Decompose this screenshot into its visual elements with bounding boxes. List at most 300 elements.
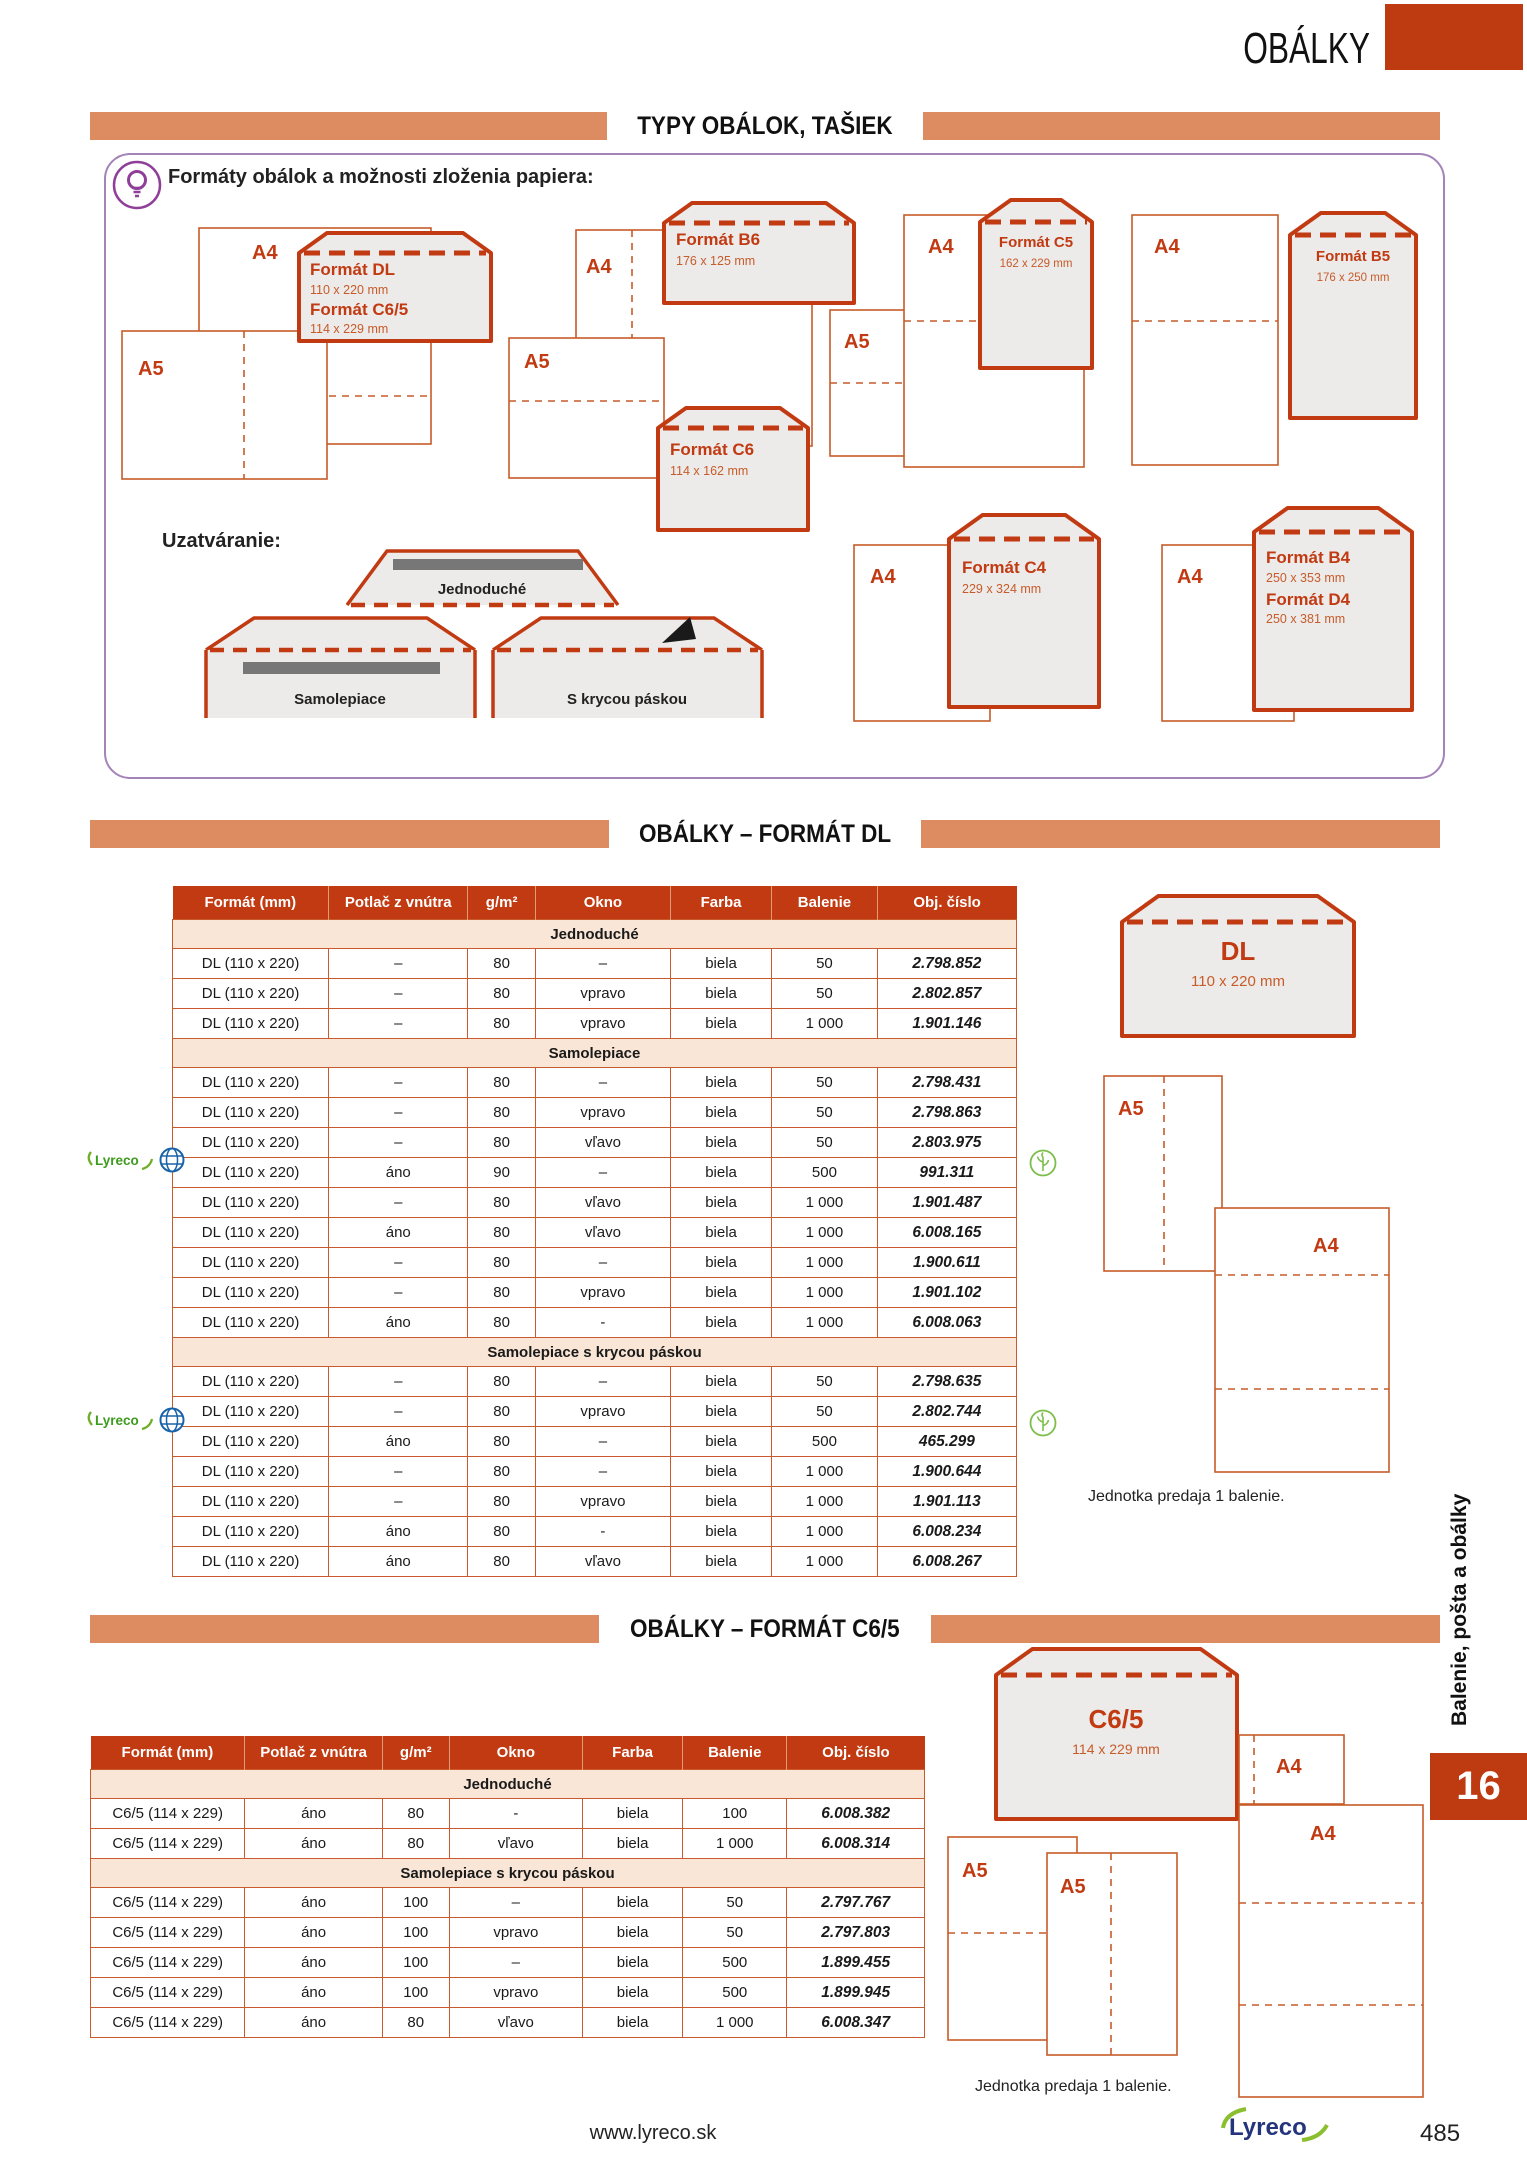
section-header-dl xyxy=(90,820,1440,848)
svg-text:162 x 229 mm: 162 x 229 mm xyxy=(999,258,1073,270)
envelope-b6 xyxy=(664,203,854,303)
table-cell: vľavo xyxy=(449,2008,582,2038)
table-row xyxy=(173,1098,1017,1128)
table-cell: 1.900.644 xyxy=(877,1457,1016,1487)
table-cell: 80 xyxy=(468,1308,536,1338)
table-cell: biela xyxy=(670,1009,771,1039)
svg-text:Lyreco: Lyreco xyxy=(95,1413,139,1428)
table-cell: – xyxy=(329,1248,468,1278)
envelope-b5 xyxy=(1290,213,1416,418)
table-cell: – xyxy=(449,1888,582,1918)
table-cell: biela xyxy=(670,1188,771,1218)
table-row xyxy=(173,949,1017,979)
table-cell: biela xyxy=(670,1218,771,1248)
table-cell: – xyxy=(535,1427,670,1457)
table-cell: DL (110 x 220) xyxy=(173,1128,329,1158)
table-cell: áno xyxy=(329,1158,468,1188)
dl-table-wrap xyxy=(172,886,1017,1577)
sales-unit-note: Jednotka predaja 1 balenie. xyxy=(1088,1488,1285,1505)
table-cell: 1 000 xyxy=(772,1308,878,1338)
table-row xyxy=(173,1367,1017,1397)
table-cell: 991.311 xyxy=(877,1158,1016,1188)
globe-icon xyxy=(159,1407,185,1433)
table-cell: 80 xyxy=(468,1128,536,1158)
table-cell: – xyxy=(329,1487,468,1517)
column-header: Farba xyxy=(583,1736,683,1770)
table-cell: biela xyxy=(670,1248,771,1278)
closure-jednoduche xyxy=(347,551,618,605)
sidebar-category-label: Balenie, pošta a obálky xyxy=(1448,1493,1471,1727)
table-cell: 50 xyxy=(683,1918,787,1948)
table-row xyxy=(173,1487,1017,1517)
table-cell: vpravo xyxy=(535,979,670,1009)
lyreco-eco-badge xyxy=(84,1146,185,1174)
table-cell: – xyxy=(535,1158,670,1188)
table-cell: áno xyxy=(245,2008,383,2038)
envelope-c6 xyxy=(658,408,808,530)
table-cell: 1 000 xyxy=(772,1517,878,1547)
section-label: Samolepiace s krycou páskou xyxy=(91,1859,925,1888)
table-cell: 1.900.611 xyxy=(877,1248,1016,1278)
table-section-row xyxy=(91,1770,925,1799)
table-cell: DL (110 x 220) xyxy=(173,1517,329,1547)
table-cell: DL (110 x 220) xyxy=(173,1009,329,1039)
table-cell: 80 xyxy=(468,1397,536,1427)
table-cell: 500 xyxy=(772,1427,878,1457)
table-cell: biela xyxy=(670,1278,771,1308)
table-cell: 80 xyxy=(468,1278,536,1308)
table-cell: 2.798.852 xyxy=(877,949,1016,979)
svg-text:Samolepiace: Samolepiace xyxy=(294,691,386,708)
table-cell: áno xyxy=(245,1978,383,2008)
table-cell: DL (110 x 220) xyxy=(173,1248,329,1278)
svg-text:Formát C5: Formát C5 xyxy=(998,234,1074,251)
svg-text:Formát C6: Formát C6 xyxy=(670,440,755,459)
svg-text:Formát C4: Formát C4 xyxy=(962,558,1047,577)
table-cell: biela xyxy=(583,1918,683,1948)
table-cell: vľavo xyxy=(535,1188,670,1218)
table-cell: C6/5 (114 x 229) xyxy=(91,1948,245,1978)
table-cell: 100 xyxy=(382,1978,449,2008)
table-cell: 465.299 xyxy=(877,1427,1016,1457)
table-cell: biela xyxy=(670,1068,771,1098)
table-row xyxy=(91,1829,925,1859)
closure-s-krycou-paskou xyxy=(493,617,762,718)
table-cell: 1 000 xyxy=(772,1278,878,1308)
table-cell: biela xyxy=(670,1457,771,1487)
svg-text:176 x 250 mm: 176 x 250 mm xyxy=(1316,272,1390,284)
paper-label-a4: A4 xyxy=(1276,1756,1302,1778)
table-cell: - xyxy=(535,1517,670,1547)
envelope-dl xyxy=(1122,896,1354,1036)
table-cell: C6/5 (114 x 229) xyxy=(91,2008,245,2038)
title-accent-square xyxy=(1385,4,1523,70)
table-cell: – xyxy=(329,1278,468,1308)
table-cell: 1.901.487 xyxy=(877,1188,1016,1218)
table-cell: biela xyxy=(670,1547,771,1577)
paper-label-a5: A5 xyxy=(1060,1876,1086,1898)
table-cell: vpravo xyxy=(535,1487,670,1517)
table-cell: DL (110 x 220) xyxy=(173,1278,329,1308)
table-row xyxy=(173,1517,1017,1547)
page-number: 485 xyxy=(1420,2120,1461,2147)
table-cell: 6.008.234 xyxy=(877,1517,1016,1547)
table-cell: 6.008.347 xyxy=(787,2008,925,2038)
table-cell: áno xyxy=(329,1517,468,1547)
svg-text:110 x 220 mm: 110 x 220 mm xyxy=(1191,973,1285,990)
table-row xyxy=(173,1128,1017,1158)
table-cell: DL (110 x 220) xyxy=(173,1427,329,1457)
section-header-types xyxy=(90,112,1440,140)
table-cell: 2.802.744 xyxy=(877,1397,1016,1427)
table-cell: DL (110 x 220) xyxy=(173,1158,329,1188)
table-cell: biela xyxy=(583,1799,683,1829)
table-cell: biela xyxy=(583,1829,683,1859)
table-cell: áno xyxy=(329,1308,468,1338)
table-cell: biela xyxy=(583,1948,683,1978)
table-cell: biela xyxy=(670,979,771,1009)
paper-label-a4: A4 xyxy=(1310,1823,1336,1845)
column-header: Farba xyxy=(670,886,771,920)
table-cell: 50 xyxy=(772,1068,878,1098)
table-cell: áno xyxy=(245,1799,383,1829)
table-cell: biela xyxy=(583,2008,683,2038)
column-header: Obj. číslo xyxy=(787,1736,925,1770)
eco-plant-icon xyxy=(1028,1148,1058,1183)
table-cell: 90 xyxy=(468,1158,536,1188)
section-title: TYPY OBÁLOK, TAŠIEK xyxy=(637,111,893,140)
table-header-row xyxy=(91,1736,925,1770)
svg-text:114 x 229 mm: 114 x 229 mm xyxy=(310,322,389,336)
column-header: g/m² xyxy=(468,886,536,920)
svg-text:Lyreco: Lyreco xyxy=(95,1153,139,1168)
table-section-row xyxy=(173,1338,1017,1367)
table-cell: 1.899.455 xyxy=(787,1948,925,1978)
section-label: Jednoduché xyxy=(173,920,1017,949)
section-label: Samolepiace xyxy=(173,1039,1017,1068)
paper-label-a5: A5 xyxy=(524,351,550,373)
table-cell: DL (110 x 220) xyxy=(173,949,329,979)
table-cell: biela xyxy=(670,949,771,979)
table-cell: 50 xyxy=(772,1098,878,1128)
table-cell: biela xyxy=(583,1888,683,1918)
table-cell: 80 xyxy=(382,1799,449,1829)
table-cell: 80 xyxy=(468,1367,536,1397)
column-header: Balenie xyxy=(772,886,878,920)
table-cell: 2.798.863 xyxy=(877,1098,1016,1128)
svg-text:Lyreco: Lyreco xyxy=(1229,2114,1307,2141)
c65-table-wrap xyxy=(90,1736,925,2038)
paper-label-a4: A4 xyxy=(252,242,278,264)
a4-sheet xyxy=(1239,1805,1423,2097)
table-cell: – xyxy=(329,1068,468,1098)
table-cell: vľavo xyxy=(535,1128,670,1158)
table-cell: áno xyxy=(329,1547,468,1577)
envelope-formats-diagram xyxy=(104,153,1441,775)
table-cell: DL (110 x 220) xyxy=(173,1308,329,1338)
column-header: Okno xyxy=(535,886,670,920)
header-bar-right xyxy=(923,112,1440,140)
table-cell: DL (110 x 220) xyxy=(173,1098,329,1128)
table-cell: 80 xyxy=(382,1829,449,1859)
table-cell: biela xyxy=(670,1158,771,1188)
table-cell: 80 xyxy=(468,1218,536,1248)
table-cell: DL (110 x 220) xyxy=(173,1487,329,1517)
table-cell: 50 xyxy=(683,1888,787,1918)
a5-sheet xyxy=(122,331,327,479)
table-cell: DL (110 x 220) xyxy=(173,1068,329,1098)
table-cell: 6.008.063 xyxy=(877,1308,1016,1338)
column-header: Potlač z vnútra xyxy=(329,886,468,920)
table-cell: 1 000 xyxy=(772,1457,878,1487)
table-cell: 1.901.102 xyxy=(877,1278,1016,1308)
table-cell: áno xyxy=(245,1888,383,1918)
table-cell: 1 000 xyxy=(772,1009,878,1039)
table-cell: biela xyxy=(670,1397,771,1427)
table-section-row xyxy=(173,920,1017,949)
a4-sheet xyxy=(1215,1208,1389,1472)
c65-format-diagram xyxy=(940,1640,1440,2100)
column-header: g/m² xyxy=(382,1736,449,1770)
column-header: Okno xyxy=(449,1736,582,1770)
table-cell: vpravo xyxy=(535,1397,670,1427)
table-cell: C6/5 (114 x 229) xyxy=(91,1888,245,1918)
header-bar-left xyxy=(90,112,607,140)
svg-text:Formát B5: Formát B5 xyxy=(1315,248,1391,265)
table-cell: – xyxy=(449,1948,582,1978)
table-row xyxy=(173,1218,1017,1248)
table-cell: 1 000 xyxy=(772,1248,878,1278)
svg-text:DL: DL xyxy=(1220,936,1256,966)
table-cell: 80 xyxy=(468,1248,536,1278)
chapter-tab: 16 xyxy=(1430,1753,1527,1820)
section-label: Jednoduché xyxy=(91,1770,925,1799)
section-header-c65 xyxy=(90,1615,1440,1643)
table-cell: áno xyxy=(245,1829,383,1859)
svg-text:114 x 162 mm: 114 x 162 mm xyxy=(670,464,749,478)
table-cell: 80 xyxy=(468,1188,536,1218)
table-cell: 100 xyxy=(382,1948,449,1978)
table-cell: – xyxy=(329,1098,468,1128)
header-bar-right xyxy=(921,820,1440,848)
table-row xyxy=(91,2008,925,2038)
table-row xyxy=(173,1397,1017,1427)
table-cell: vpravo xyxy=(535,1098,670,1128)
section-title: OBÁLKY – FORMÁT C6/5 xyxy=(630,1614,900,1643)
table-cell: 100 xyxy=(382,1918,449,1948)
table-cell: 100 xyxy=(683,1799,787,1829)
table-cell: C6/5 (114 x 229) xyxy=(91,1829,245,1859)
lyreco-eco-badge xyxy=(84,1406,185,1434)
table-cell: DL (110 x 220) xyxy=(173,1367,329,1397)
table-cell: áno xyxy=(329,1218,468,1248)
table-row xyxy=(173,1308,1017,1338)
table-cell: biela xyxy=(670,1427,771,1457)
table-cell: 1.899.945 xyxy=(787,1978,925,2008)
lightbulb-icon xyxy=(111,159,163,216)
paper-label-a4: A4 xyxy=(928,236,954,258)
svg-text:229 x 324 mm: 229 x 324 mm xyxy=(962,582,1042,596)
table-row xyxy=(91,1888,925,1918)
globe-icon xyxy=(159,1147,185,1173)
table-cell: 50 xyxy=(772,1397,878,1427)
table-cell: 6.008.314 xyxy=(787,1829,925,1859)
paper-label-a4: A4 xyxy=(586,256,612,278)
table-row xyxy=(173,1457,1017,1487)
table-cell: 500 xyxy=(772,1158,878,1188)
footer-website: www.lyreco.sk xyxy=(589,2122,717,2144)
envelope-c65 xyxy=(996,1649,1237,1819)
table-row xyxy=(173,1158,1017,1188)
table-cell: - xyxy=(449,1799,582,1829)
table-row xyxy=(173,1278,1017,1308)
envelope-dl-c65 xyxy=(299,233,491,341)
table-row xyxy=(91,1978,925,2008)
table-row xyxy=(91,1799,925,1829)
table-cell: 80 xyxy=(382,2008,449,2038)
table-cell: DL (110 x 220) xyxy=(173,1218,329,1248)
table-cell: – xyxy=(329,1457,468,1487)
table-cell: vpravo xyxy=(535,1009,670,1039)
table-row xyxy=(173,1188,1017,1218)
sales-unit-note: Jednotka predaja 1 balenie. xyxy=(975,2078,1172,2095)
table-cell: áno xyxy=(245,1918,383,1948)
table-cell: 2.798.431 xyxy=(877,1068,1016,1098)
svg-text:S krycou páskou: S krycou páskou xyxy=(566,691,688,708)
svg-text:114 x 229 mm: 114 x 229 mm xyxy=(1072,1741,1160,1757)
lyreco-logo-icon xyxy=(84,1406,156,1434)
table-cell: 80 xyxy=(468,979,536,1009)
column-header: Formát (mm) xyxy=(91,1736,245,1770)
table-cell: 2.802.857 xyxy=(877,979,1016,1009)
table-cell: – xyxy=(329,979,468,1009)
table-row xyxy=(173,1068,1017,1098)
table-cell: biela xyxy=(670,1517,771,1547)
envelope-b4-d4 xyxy=(1254,508,1412,710)
table-cell: vpravo xyxy=(449,1978,582,2008)
table-cell: DL (110 x 220) xyxy=(173,1547,329,1577)
paper-label-a5: A5 xyxy=(844,331,870,353)
paper-label-a4: A4 xyxy=(870,566,896,588)
section-title: OBÁLKY – FORMÁT DL xyxy=(638,819,892,848)
table-cell: 2.798.635 xyxy=(877,1367,1016,1397)
section-label: Samolepiace s krycou páskou xyxy=(173,1338,1017,1367)
table-cell: C6/5 (114 x 229) xyxy=(91,1978,245,2008)
paper-label-a4: A4 xyxy=(1313,1235,1339,1257)
table-cell: 500 xyxy=(683,1948,787,1978)
table-cell: biela xyxy=(583,1978,683,2008)
paper-label-a5: A5 xyxy=(138,358,164,380)
eco-plant-icon xyxy=(1028,1408,1058,1443)
column-header: Obj. číslo xyxy=(877,886,1016,920)
svg-text:Formát C6/5: Formát C6/5 xyxy=(310,300,409,319)
table-cell: DL (110 x 220) xyxy=(173,1457,329,1487)
table-cell: biela xyxy=(670,1308,771,1338)
header-bar-right xyxy=(931,1615,1440,1643)
table-cell: C6/5 (114 x 229) xyxy=(91,1918,245,1948)
table-row xyxy=(173,1427,1017,1457)
table-cell: 2.803.975 xyxy=(877,1128,1016,1158)
table-row xyxy=(91,1948,925,1978)
table-cell: DL (110 x 220) xyxy=(173,1188,329,1218)
table-cell: 80 xyxy=(468,1517,536,1547)
table-cell: 50 xyxy=(772,1128,878,1158)
lyreco-logo-icon xyxy=(84,1146,156,1174)
table-cell: – xyxy=(329,1128,468,1158)
table-section-row xyxy=(91,1859,925,1888)
table-cell: biela xyxy=(670,1487,771,1517)
table-cell: 80 xyxy=(468,1068,536,1098)
paper-label-a5: A5 xyxy=(1118,1098,1144,1120)
diagram-intro-text: Formáty obálok a možnosti zloženia papiera: xyxy=(168,166,594,188)
table-cell: 80 xyxy=(468,1487,536,1517)
column-header: Potlač z vnútra xyxy=(245,1736,383,1770)
table-cell: 1 000 xyxy=(772,1218,878,1248)
svg-text:Formát B6: Formát B6 xyxy=(676,230,761,249)
table-section-row xyxy=(173,1039,1017,1068)
c65-products-table xyxy=(90,1736,925,2038)
table-cell: vľavo xyxy=(535,1218,670,1248)
table-cell: vpravo xyxy=(535,1278,670,1308)
svg-text:250 x 353 mm: 250 x 353 mm xyxy=(1266,571,1346,585)
table-cell: 1 000 xyxy=(772,1547,878,1577)
table-cell: 1 000 xyxy=(772,1188,878,1218)
table-row xyxy=(91,1918,925,1948)
table-cell: – xyxy=(329,949,468,979)
table-cell: biela xyxy=(670,1128,771,1158)
table-cell: vľavo xyxy=(449,1829,582,1859)
table-cell: biela xyxy=(670,1367,771,1397)
svg-text:Formát D4: Formát D4 xyxy=(1266,590,1351,609)
table-cell: 2.797.803 xyxy=(787,1918,925,1948)
table-cell: 6.008.382 xyxy=(787,1799,925,1829)
table-cell: 1.901.146 xyxy=(877,1009,1016,1039)
column-header: Balenie xyxy=(683,1736,787,1770)
table-cell: 1 000 xyxy=(772,1487,878,1517)
svg-text:Formát DL: Formát DL xyxy=(310,260,395,279)
svg-text:Jednoduché: Jednoduché xyxy=(437,581,527,598)
table-row xyxy=(173,1547,1017,1577)
table-cell: – xyxy=(535,1457,670,1487)
table-cell: DL (110 x 220) xyxy=(173,1397,329,1427)
header-bar-left xyxy=(90,1615,599,1643)
table-cell: - xyxy=(535,1308,670,1338)
paper-label-a5: A5 xyxy=(962,1860,988,1882)
svg-text:250 x 381 mm: 250 x 381 mm xyxy=(1266,612,1346,626)
column-header: Formát (mm) xyxy=(173,886,329,920)
table-header-row xyxy=(173,886,1017,920)
table-row xyxy=(173,1009,1017,1039)
table-cell: – xyxy=(535,1367,670,1397)
table-cell: biela xyxy=(670,1098,771,1128)
table-cell: 80 xyxy=(468,1098,536,1128)
table-cell: – xyxy=(329,1009,468,1039)
lyreco-logo xyxy=(1216,2098,1336,2157)
envelope-c4 xyxy=(949,515,1099,707)
svg-text:110 x 220 mm: 110 x 220 mm xyxy=(310,283,389,297)
table-cell: 1 000 xyxy=(683,1829,787,1859)
table-cell: 80 xyxy=(468,1457,536,1487)
table-cell: 50 xyxy=(772,949,878,979)
table-cell: 100 xyxy=(382,1888,449,1918)
paper-label-a4: A4 xyxy=(1177,566,1203,588)
table-cell: 80 xyxy=(468,1547,536,1577)
table-cell: 80 xyxy=(468,1427,536,1457)
table-cell: 50 xyxy=(772,1367,878,1397)
svg-text:Formát B4: Formát B4 xyxy=(1266,548,1351,567)
table-cell: – xyxy=(535,949,670,979)
table-cell: 6.008.165 xyxy=(877,1218,1016,1248)
